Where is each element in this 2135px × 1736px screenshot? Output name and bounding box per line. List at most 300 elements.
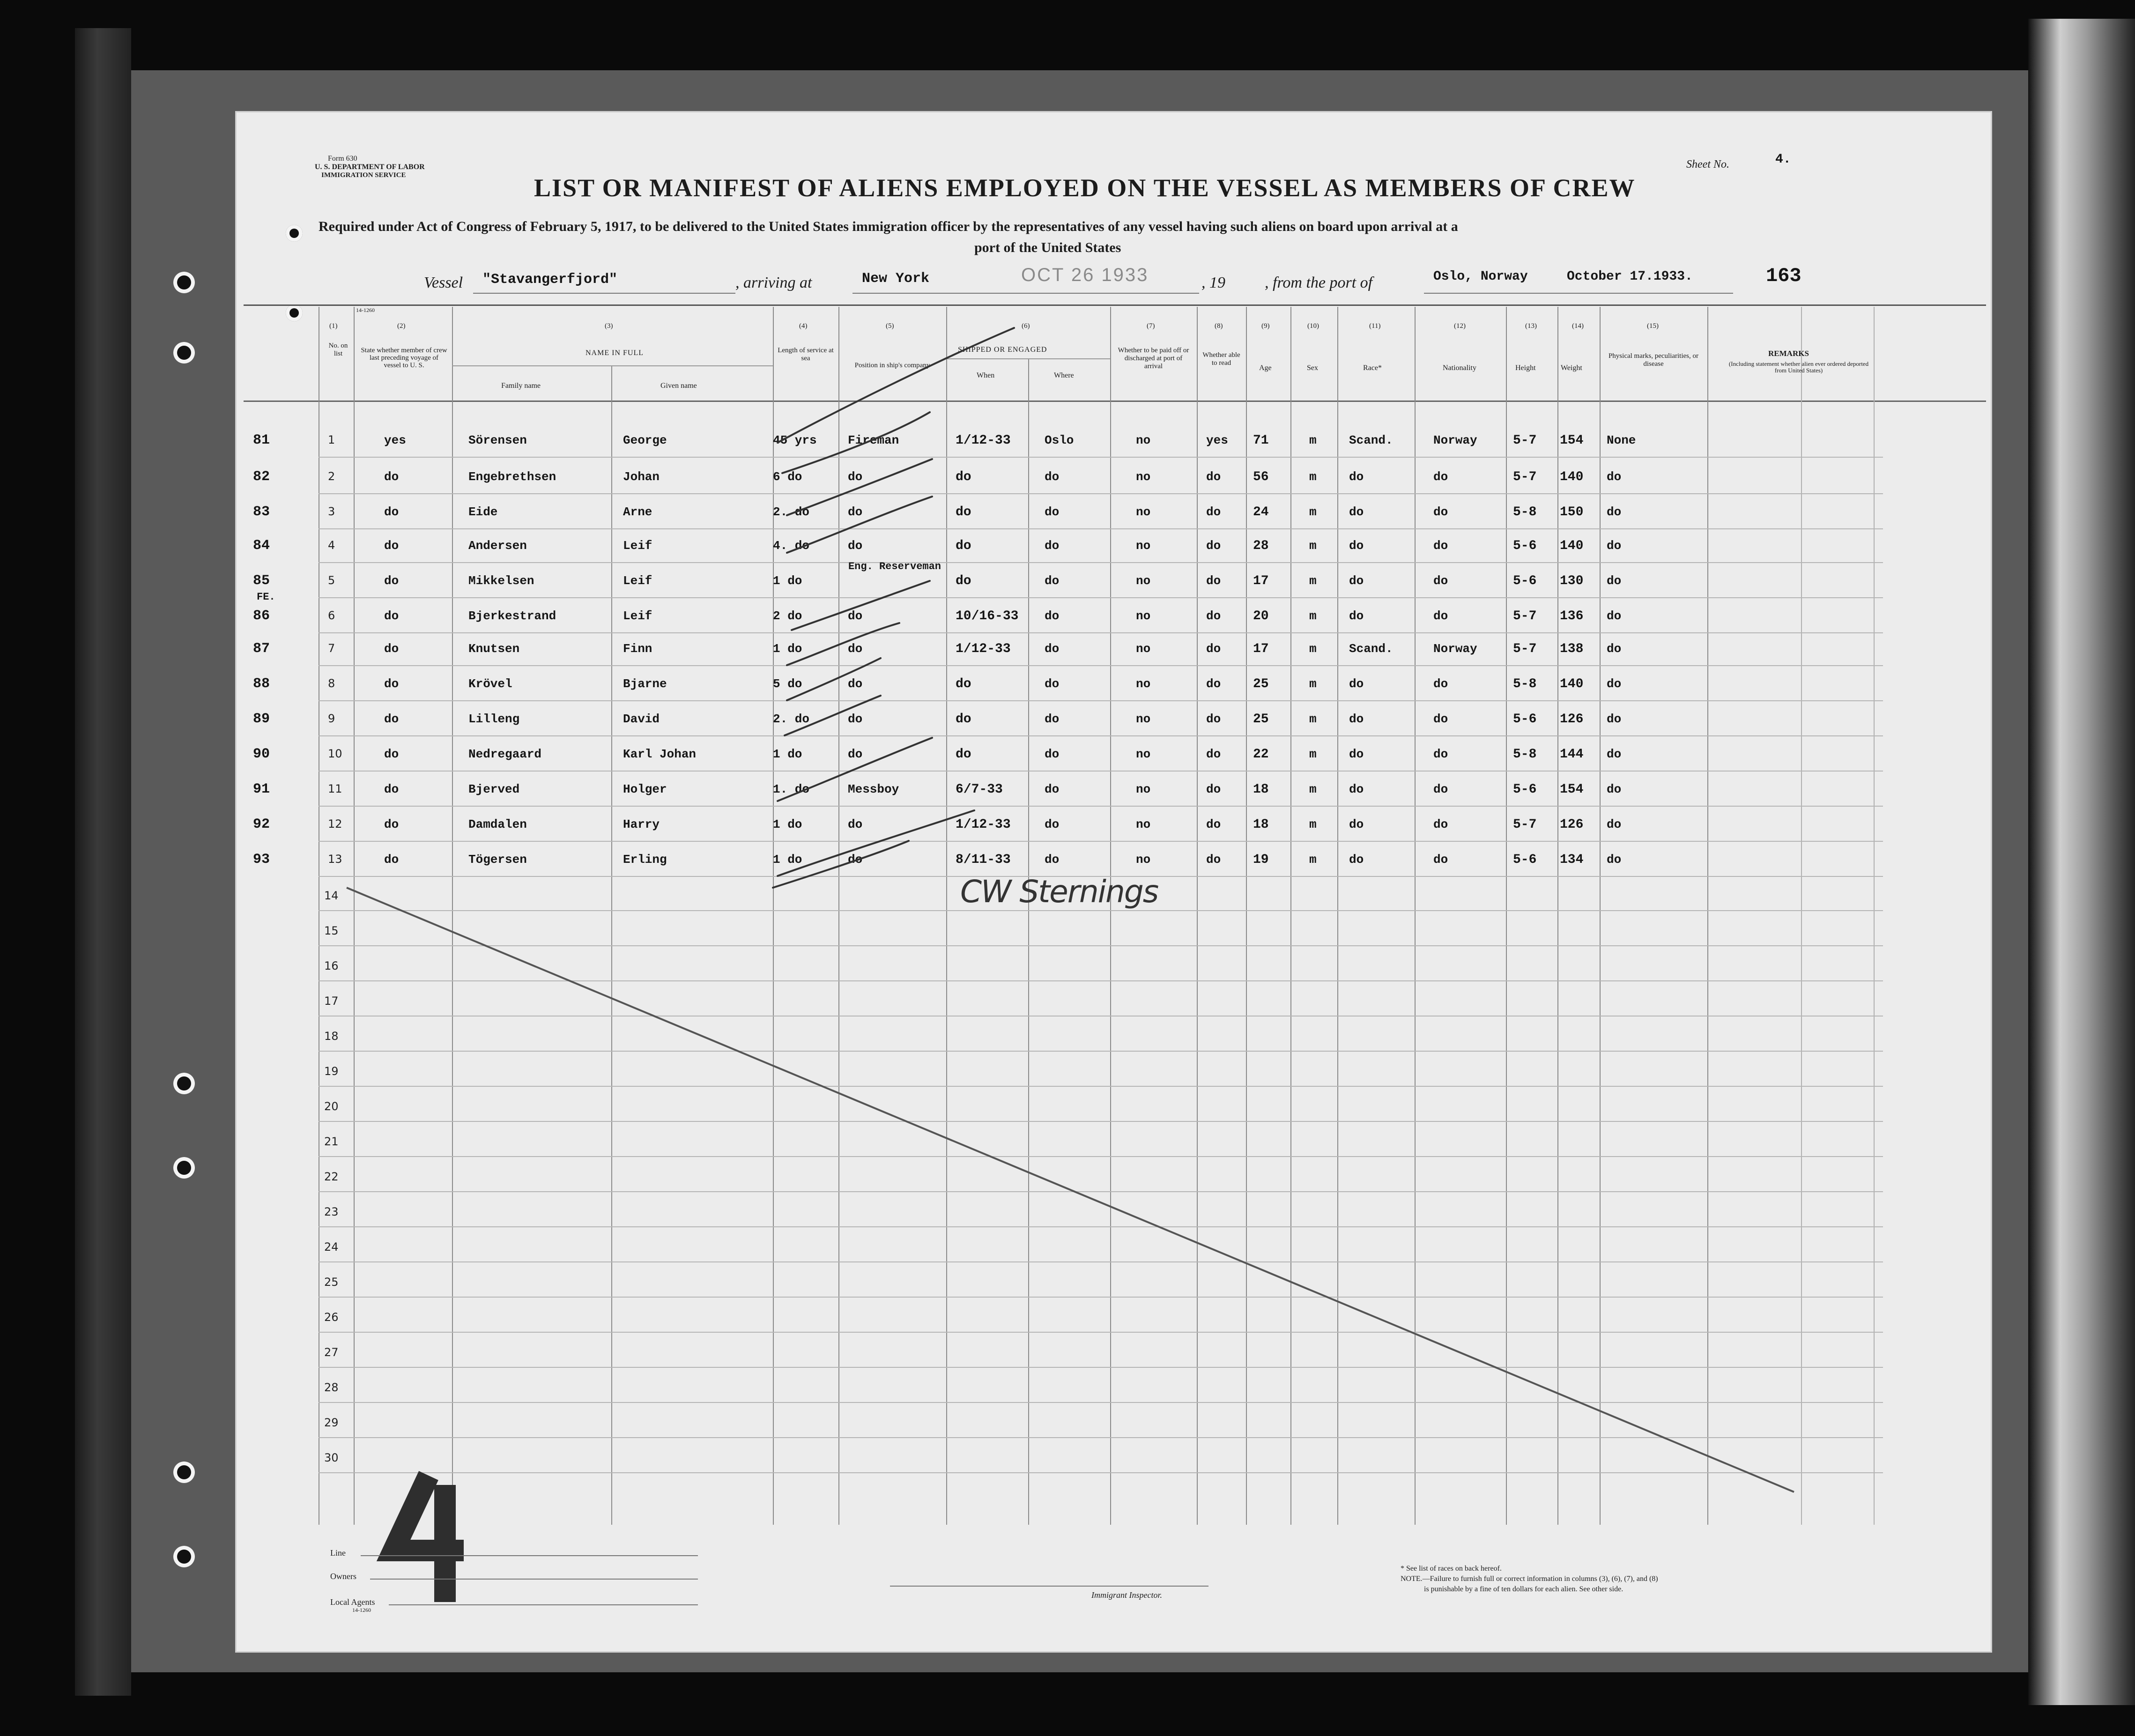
physical-marks-cell: do	[1607, 782, 1622, 796]
service-name: IMMIGRATION SERVICE	[321, 171, 406, 179]
paid-off-cell: no	[1136, 712, 1151, 726]
length-of-service-cell: 5 do	[773, 677, 802, 691]
line-number: 29	[324, 1416, 339, 1429]
weight-cell: 136	[1560, 609, 1584, 623]
age-cell: 56	[1253, 470, 1269, 484]
position-cell: do	[848, 642, 863, 656]
nationality-cell: do	[1433, 782, 1448, 796]
race-cell: do	[1349, 677, 1364, 691]
margin-line-number: 83	[253, 504, 270, 520]
line-number: 15	[324, 924, 339, 937]
weight-cell: 154	[1560, 782, 1584, 797]
header-family-name: Family name	[501, 382, 541, 390]
when-shipped-cell: 1/12-33	[956, 642, 1011, 656]
line-number: 4	[328, 539, 335, 552]
last-voyage-cell: do	[384, 712, 399, 726]
physical-marks-cell: None	[1607, 433, 1636, 447]
paid-off-cell: no	[1136, 817, 1151, 831]
margin-line-number: 86	[253, 608, 270, 624]
able-to-read-cell: do	[1206, 642, 1221, 656]
where-shipped-cell: do	[1045, 747, 1060, 761]
length-of-service-cell: 2. do	[773, 712, 810, 726]
age-cell: 71	[1253, 433, 1269, 448]
sex-cell: m	[1309, 642, 1317, 656]
inspector-signature-line	[890, 1586, 1208, 1587]
nationality-cell: do	[1433, 609, 1448, 623]
given-name-cell: Arne	[623, 505, 652, 519]
nationality-cell: do	[1433, 539, 1448, 553]
nationality-cell: do	[1433, 470, 1448, 484]
age-cell: 22	[1253, 747, 1269, 762]
sex-cell: m	[1309, 677, 1317, 691]
header-position: Position in ship's company	[854, 362, 930, 369]
line-number: 19	[324, 1065, 339, 1078]
family-name-cell: Damdalen	[468, 817, 527, 831]
race-cell: do	[1349, 853, 1364, 867]
weight-cell: 134	[1560, 853, 1584, 867]
cancel-diagonal-line	[347, 888, 1794, 1492]
column-number: (6)	[1022, 322, 1030, 330]
height-cell: 5-6	[1513, 574, 1537, 588]
able-to-read-cell: do	[1206, 505, 1221, 519]
able-to-read-cell: do	[1206, 853, 1221, 867]
margin-line-number: 88	[253, 676, 270, 692]
given-name-cell: Johan	[623, 470, 660, 484]
able-to-read-cell: do	[1206, 747, 1221, 761]
penalty-note-line-2: is punishable by a fine of ten dollars for each alien. See other side.	[1424, 1585, 1623, 1593]
able-to-read-cell: do	[1206, 539, 1221, 553]
position-cell: Messboy	[848, 782, 899, 796]
given-name-cell: Leif	[623, 574, 652, 588]
arrival-port: New York	[862, 271, 930, 287]
where-shipped-cell: do	[1045, 677, 1060, 691]
race-cell: do	[1349, 817, 1364, 831]
position-cell: do	[848, 539, 863, 553]
length-of-service-cell: 4. do	[773, 539, 810, 553]
race-cell: do	[1349, 505, 1364, 519]
race-cell: Scand.	[1349, 642, 1393, 656]
weight-cell: 138	[1560, 642, 1584, 656]
able-to-read-cell: yes	[1206, 433, 1228, 447]
paid-off-cell: no	[1136, 747, 1151, 761]
family-name-cell: Sörensen	[468, 433, 527, 447]
column-number: (2)	[397, 322, 406, 330]
physical-marks-cell: do	[1607, 505, 1622, 519]
when-shipped-cell: 8/11-33	[956, 853, 1011, 867]
height-cell: 5-7	[1513, 642, 1537, 656]
vessel-name: "Stavangerfjord"	[482, 272, 618, 288]
age-cell: 18	[1253, 817, 1269, 832]
family-name-cell: Knutsen	[468, 642, 520, 656]
given-name-cell: Karl Johan	[623, 747, 697, 761]
position-cell: do	[848, 505, 863, 519]
margin-line-number: 91	[253, 781, 270, 797]
given-name-cell: David	[623, 712, 660, 726]
where-shipped-cell: do	[1045, 609, 1060, 623]
line-number: 6	[328, 609, 335, 622]
sex-cell: m	[1309, 609, 1317, 623]
nationality-cell: Norway	[1433, 433, 1477, 447]
last-voyage-cell: yes	[384, 433, 406, 447]
race-cell: do	[1349, 712, 1364, 726]
age-cell: 17	[1253, 642, 1269, 656]
when-shipped-cell: do	[956, 505, 971, 519]
form-number: Form 630	[328, 155, 357, 163]
where-shipped-cell: do	[1045, 539, 1060, 553]
paid-off-cell: no	[1136, 433, 1151, 447]
position-cell: Fireman	[848, 433, 899, 447]
height-cell: 5-8	[1513, 505, 1537, 519]
nationality-cell: do	[1433, 677, 1448, 691]
position-cell: do	[848, 609, 863, 623]
line-number: 28	[324, 1381, 339, 1394]
footer-local-agents-label: Local Agents	[330, 1597, 375, 1607]
when-shipped-cell: do	[956, 712, 971, 727]
physical-marks-cell: do	[1607, 747, 1622, 761]
strike-mark	[785, 696, 881, 735]
paid-off-cell: no	[1136, 609, 1151, 623]
line-number: 12	[328, 817, 342, 831]
margin-line-number: 87	[253, 641, 270, 657]
sex-cell: m	[1309, 782, 1317, 796]
age-cell: 28	[1253, 539, 1269, 553]
weight-cell: 154	[1560, 433, 1584, 448]
position-cell: do	[848, 817, 863, 831]
strike-mark	[778, 810, 974, 876]
able-to-read-cell: do	[1206, 609, 1221, 623]
last-voyage-cell: do	[384, 470, 399, 484]
when-shipped-cell: do	[956, 574, 971, 588]
footer-local-agents-code: 14-1260	[352, 1607, 371, 1613]
paid-off-cell: no	[1136, 574, 1151, 588]
last-voyage-cell: do	[384, 782, 399, 796]
when-shipped-cell: do	[956, 747, 971, 762]
where-shipped-cell: do	[1045, 505, 1060, 519]
family-name-cell: Krövel	[468, 677, 512, 691]
position-cell: do	[848, 470, 863, 484]
margin-line-number: 85	[253, 573, 270, 589]
column-number: (3)	[605, 322, 613, 330]
given-name-cell: Leif	[623, 539, 652, 553]
header-remarks-note: (Including statement whether alien ever ordered deported from United States)	[1728, 360, 1869, 374]
family-name-cell: Andersen	[468, 539, 527, 553]
length-of-service-cell: 45 yrs	[773, 433, 817, 447]
line-number: 3	[328, 505, 335, 518]
header-nationality: Nationality	[1443, 364, 1476, 372]
column-number: (12)	[1454, 322, 1466, 330]
height-cell: 5-7	[1513, 609, 1537, 623]
line-number: 21	[324, 1135, 339, 1148]
line-number: 13	[328, 853, 342, 866]
where-shipped-cell: do	[1045, 853, 1060, 867]
paid-off-cell: no	[1136, 642, 1151, 656]
column-number: (10)	[1307, 322, 1319, 330]
line-number: 22	[324, 1170, 339, 1183]
family-name-cell: Tögersen	[468, 853, 527, 867]
column-number: (5)	[886, 322, 894, 330]
where-shipped-cell: do	[1045, 574, 1060, 588]
subtitle-line-1: Required under Act of Congress of February 5, 1917, to be delivered to the United States immigration officer by the representatives of any vessel having such aliens on board upon arrival at a	[319, 219, 1458, 234]
paid-off-cell: no	[1136, 539, 1151, 553]
nationality-cell: do	[1433, 574, 1448, 588]
column-number: (13)	[1525, 322, 1537, 330]
line-number: 17	[324, 994, 339, 1008]
physical-marks-cell: do	[1607, 642, 1622, 656]
physical-marks-cell: do	[1607, 853, 1622, 867]
race-cell: do	[1349, 539, 1364, 553]
line-number: 23	[324, 1205, 339, 1218]
height-cell: 5-6	[1513, 853, 1537, 867]
able-to-read-cell: do	[1206, 470, 1221, 484]
line-number: 20	[324, 1100, 339, 1113]
given-name-cell: Bjarne	[623, 677, 667, 691]
column-number: (8)	[1215, 322, 1223, 330]
header-height: Height	[1515, 364, 1536, 372]
last-voyage-cell: do	[384, 539, 399, 553]
age-cell: 24	[1253, 505, 1269, 519]
physical-marks-cell: do	[1607, 817, 1622, 831]
age-cell: 20	[1253, 609, 1269, 623]
height-cell: 5-7	[1513, 470, 1537, 484]
races-note: * See list of races on back hereof.	[1401, 1565, 1502, 1573]
able-to-read-cell: do	[1206, 712, 1221, 726]
line-number: 27	[324, 1346, 339, 1359]
weight-cell: 126	[1560, 817, 1584, 832]
given-name-cell: Finn	[623, 642, 652, 656]
subtitle-line-2: port of the United States	[974, 240, 1121, 255]
footer-owners-field	[370, 1579, 698, 1580]
physical-marks-cell: do	[1607, 470, 1622, 484]
sex-cell: m	[1309, 853, 1317, 867]
weight-cell: 150	[1560, 505, 1584, 519]
given-name-cell: George	[623, 433, 667, 447]
vessel-label: Vessel	[424, 274, 463, 291]
nationality-cell: do	[1433, 505, 1448, 519]
header-length-of-service: Length of service at sea	[778, 347, 834, 362]
strike-mark	[787, 623, 899, 665]
last-voyage-cell: do	[384, 505, 399, 519]
race-cell: do	[1349, 609, 1364, 623]
sex-cell: m	[1309, 747, 1317, 761]
where-shipped-cell: do	[1045, 470, 1060, 484]
height-cell: 5-7	[1513, 433, 1537, 448]
department-name: U. S. DEPARTMENT OF LABOR	[315, 163, 425, 171]
family-name-cell: Eide	[468, 505, 498, 519]
page-title: LIST OR MANIFEST OF ALIENS EMPLOYED ON THE VESSEL AS MEMBERS OF CREW	[534, 174, 1636, 202]
margin-line-number: 89	[253, 711, 270, 727]
strike-mark	[787, 459, 932, 515]
where-shipped-cell: do	[1045, 642, 1060, 656]
line-number: 16	[324, 959, 339, 972]
paid-off-cell: no	[1136, 470, 1151, 484]
age-cell: 17	[1253, 574, 1269, 588]
age-cell: 25	[1253, 712, 1269, 727]
race-cell: do	[1349, 747, 1364, 761]
header-physical-marks: Physical marks, peculiarities, or disease	[1608, 352, 1699, 368]
footer-local-agents-field	[389, 1604, 698, 1605]
sex-cell: m	[1309, 817, 1317, 831]
able-to-read-cell: do	[1206, 817, 1221, 831]
column-number: (14)	[1572, 322, 1584, 330]
physical-marks-cell: do	[1607, 574, 1622, 588]
strike-mark	[787, 658, 881, 700]
strike-mark	[792, 581, 930, 630]
margin-line-number: 84	[253, 538, 270, 554]
age-cell: 25	[1253, 677, 1269, 691]
nationality-cell: do	[1433, 817, 1448, 831]
when-shipped-cell: 10/16-33	[956, 609, 1019, 623]
when-shipped-cell: 1/12-33	[956, 817, 1011, 832]
header-age: Age	[1259, 364, 1272, 372]
length-of-service-cell: 1 do	[773, 817, 802, 831]
margin-line-number: 92	[253, 816, 270, 832]
race-cell: do	[1349, 782, 1364, 796]
margin-code: 14-1260	[356, 307, 375, 313]
header-whether-paid-off: Whether to be paid off or discharged at port of arrival	[1118, 347, 1189, 370]
sheet-number: 4.	[1775, 152, 1791, 167]
year-label: , 19	[1201, 274, 1225, 291]
line-number: 9	[328, 712, 335, 725]
margin-annotation: FE.	[257, 591, 275, 603]
header-where: Where	[1054, 371, 1074, 379]
where-shipped-cell: Oslo	[1045, 433, 1074, 447]
strike-mark	[787, 497, 932, 553]
when-shipped-cell: do	[956, 677, 971, 691]
age-cell: 19	[1253, 853, 1269, 867]
position-cell: Eng. Reserveman	[848, 561, 941, 572]
margin-line-number: 90	[253, 746, 270, 762]
length-of-service-cell: 2. do	[773, 505, 810, 519]
header-state-whether: State whether member of crew last preceding voyage of vessel to U. S.	[361, 347, 447, 369]
sex-cell: m	[1309, 539, 1317, 553]
where-shipped-cell: do	[1045, 817, 1060, 831]
header-given-name: Given name	[660, 382, 697, 390]
family-name-cell: Engebrethsen	[468, 470, 556, 484]
column-number: (9)	[1261, 322, 1270, 330]
family-name-cell: Mikkelsen	[468, 574, 534, 588]
height-cell: 5-8	[1513, 677, 1537, 691]
line-number: 5	[328, 574, 335, 587]
line-number: 18	[324, 1030, 339, 1043]
paid-off-cell: no	[1136, 505, 1151, 519]
last-voyage-cell: do	[384, 817, 399, 831]
column-number: (4)	[799, 322, 808, 330]
family-name-cell: Bjerved	[468, 782, 520, 796]
header-no-on-list: No. on list	[328, 342, 348, 357]
line-number: 2	[328, 470, 335, 483]
sex-cell: m	[1309, 470, 1317, 484]
position-cell: do	[848, 677, 863, 691]
column-number: (7)	[1147, 322, 1155, 330]
nationality-cell: Norway	[1433, 642, 1477, 656]
margin-line-number: 82	[253, 469, 270, 485]
given-name-cell: Harry	[623, 817, 660, 831]
margin-line-number: 93	[253, 852, 270, 868]
able-to-read-cell: do	[1206, 782, 1221, 796]
line-number: 30	[324, 1451, 339, 1464]
last-voyage-cell: do	[384, 677, 399, 691]
length-of-service-cell: 1 do	[773, 747, 802, 761]
family-name-cell: Nedregaard	[468, 747, 542, 761]
weight-cell: 140	[1560, 539, 1584, 553]
age-cell: 18	[1253, 782, 1269, 797]
height-cell: 5-8	[1513, 747, 1537, 762]
column-number: (11)	[1369, 322, 1381, 330]
departure-port: Oslo, Norway	[1433, 269, 1528, 284]
weight-cell: 144	[1560, 747, 1584, 762]
last-voyage-cell: do	[384, 609, 399, 623]
where-shipped-cell: do	[1045, 712, 1060, 726]
inspector-signature: CW Sternings	[960, 874, 1158, 910]
line-number: 7	[328, 642, 335, 655]
weight-cell: 130	[1560, 574, 1584, 588]
column-number: (15)	[1647, 322, 1659, 330]
footer-owners-label: Owners	[330, 1572, 356, 1581]
arriving-label: , arriving at	[735, 274, 812, 291]
nationality-cell: do	[1433, 747, 1448, 761]
race-cell: do	[1349, 470, 1364, 484]
page-number: 163	[1766, 265, 1801, 287]
sex-cell: m	[1309, 505, 1317, 519]
given-name-cell: Erling	[623, 853, 667, 867]
given-name-cell: Holger	[623, 782, 667, 796]
physical-marks-cell: do	[1607, 712, 1622, 726]
family-name-cell: Lilleng	[468, 712, 520, 726]
position-cell: do	[848, 747, 863, 761]
header-able-to-read: Whether able to read	[1202, 351, 1240, 367]
paid-off-cell: no	[1136, 853, 1151, 867]
strike-mark	[778, 328, 1014, 443]
footer-line-field	[361, 1555, 698, 1556]
margin-line-number: 81	[253, 432, 270, 448]
last-voyage-cell: do	[384, 853, 399, 867]
height-cell: 5-6	[1513, 539, 1537, 553]
footer-line-label: Line	[330, 1548, 346, 1558]
strike-mark	[778, 738, 932, 801]
physical-marks-cell: do	[1607, 609, 1622, 623]
height-cell: 5-6	[1513, 782, 1537, 797]
line-number: 10	[328, 747, 342, 760]
length-of-service-cell: 2 do	[773, 609, 802, 623]
last-voyage-cell: do	[384, 574, 399, 588]
inspector-label: Immigrant Inspector.	[1091, 1590, 1162, 1600]
paid-off-cell: no	[1136, 782, 1151, 796]
sheet-label: Sheet No.	[1686, 158, 1729, 171]
when-shipped-cell: 6/7-33	[956, 782, 1003, 797]
length-of-service-cell: 1. do	[773, 782, 810, 796]
sex-cell: m	[1309, 433, 1317, 447]
sex-cell: m	[1309, 574, 1317, 588]
nationality-cell: do	[1433, 853, 1448, 867]
line-number: 14	[324, 889, 339, 902]
weight-cell: 140	[1560, 677, 1584, 691]
sex-cell: m	[1309, 712, 1317, 726]
last-voyage-cell: do	[384, 747, 399, 761]
where-shipped-cell: do	[1045, 782, 1060, 796]
line-number: 8	[328, 677, 335, 690]
paid-off-cell: no	[1136, 677, 1151, 691]
line-number: 26	[324, 1311, 339, 1324]
family-name-cell: Bjerkestrand	[468, 609, 556, 623]
race-cell: Scand.	[1349, 433, 1393, 447]
physical-marks-cell: do	[1607, 677, 1622, 691]
race-cell: do	[1349, 574, 1364, 588]
given-name-cell: Leif	[623, 609, 652, 623]
line-number: 1	[328, 433, 335, 446]
departure-date: October 17.1933.	[1567, 269, 1693, 284]
from-port-label: , from the port of	[1265, 274, 1373, 291]
header-remarks: REMARKS	[1768, 349, 1809, 358]
